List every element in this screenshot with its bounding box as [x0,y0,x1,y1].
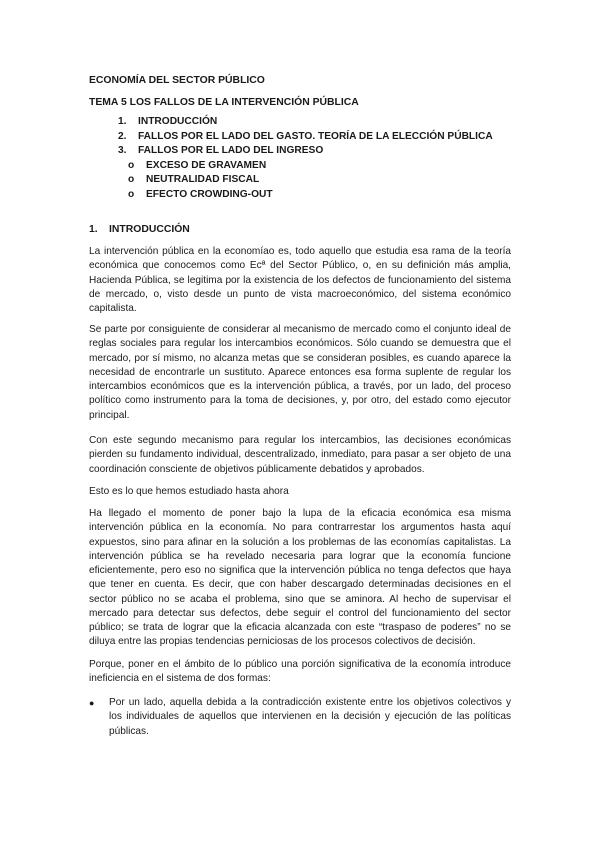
toc-item-number: 1. [118,116,127,127]
toc-subitem-label: NEUTRALIDAD FISCAL [146,174,260,185]
section-label: INTRODUCCIÓN [109,224,190,235]
paragraph: Se parte por consiguiente de considerar al mecanismo de mercado como el conjunto ideal de reglas sociales para regular los intercambios económicos. Sólo cuando se demuestra que el mercado, por sí mismo, no alcanza metas que se consideran posibles, es cuando aparece la necesidad de encontrarle un sustituto. Aparece entonces esa forma suplente de regular los intercambios económicos que es la intervención pública, a través, por un lado, del proceso político como instrumento para la toma de decisiones, y, por otro, del estado como ejecutor principal. [89,324,511,421]
bullet-dot-icon: ● [89,698,95,708]
toc-item-label: INTRODUCCIÓN [138,116,218,127]
toc-item-number: 3. [118,145,127,156]
toc-subitem-bullet: o [128,174,135,185]
toc-subitem-bullet: o [128,188,135,200]
document-title: ECONOMÍA DEL SECTOR PÚBLICO [89,75,265,86]
bullet-text: Por un lado, aquella debida a la contradicción existente entre los objetivos colectivos y los individuales de aquellos que intervienen en la decisión y ejecución de las políticas públicas. [109,697,511,737]
toc-item-label: FALLOS POR EL LADO DEL INGRESO [138,145,324,156]
paragraph: Ha llegado el momento de poner bajo la lupa de la eficacia económica esa misma intervención pública en la economía. No para contrarrestar los argumentos hasta aquí expuestos, sino para afinar en la solución a los problemas de las economías capitalistas. La intervención pública se ha revelado necesaria para lograr que la economía funcione eficientemente, pero eso no significa que la intervención pública no tenga defectos que haya que tener en cuenta. Es decir, que con haber descargado determinadas decisiones en el sector público no se acaba el problema, sino que se aminora. Al hecho de supervisar el mercado para detectar sus defectos, debe seguir el control del funcionamiento del sector público; se trata de lograr que la eficacia alcanzada con este “traspaso de poderes” no se diluya entre las propias tendencias perniciosas de los procesos colectivos de decisión. [89,508,511,648]
document-subtitle: TEMA 5 LOS FALLOS DE LA INTERVENCIÓN PÚBLICA [89,97,359,108]
toc-subitem-label: EFECTO CROWDING-OUT [146,188,273,200]
toc-subitem-label: EXCESO DE GRAVAMEN [146,159,267,171]
toc-item-label: FALLOS POR EL LADO DEL GASTO. TEORÍA DE LA ELECCIÓN PÚBLICA [138,130,493,142]
section-number: 1. [89,224,98,235]
toc-item-number: 2. [118,130,127,142]
paragraph: Con este segundo mecanismo para regular los intercambios, las decisiones económicas pierden su fundamento individual, descentralizado, inmediato, para pasar a ser objeto de una coordinación consciente de objetivos públicamente debatidos y aprobados. [89,435,511,475]
toc-subitem-bullet: o [128,159,135,171]
paragraph: Esto es lo que hemos estudiado hasta ahora [89,486,289,497]
paragraph: La intervención pública en la economíao es, todo aquello que estudia esa rama de la teoría económica que conocemos como Ecª del Sector Público, o, en su definición más amplia, Hacienda Pública, se legitima por la existencia de los defectos de funcionamiento del sistema de mercado, o, visto desde un punto de vista macroeconómico, del sistema económico capitalista. [89,246,511,314]
paragraph: Porque, poner en el ámbito de lo público una porción significativa de la economía introduce ineficiencia en el sistema de dos formas: [89,659,511,685]
